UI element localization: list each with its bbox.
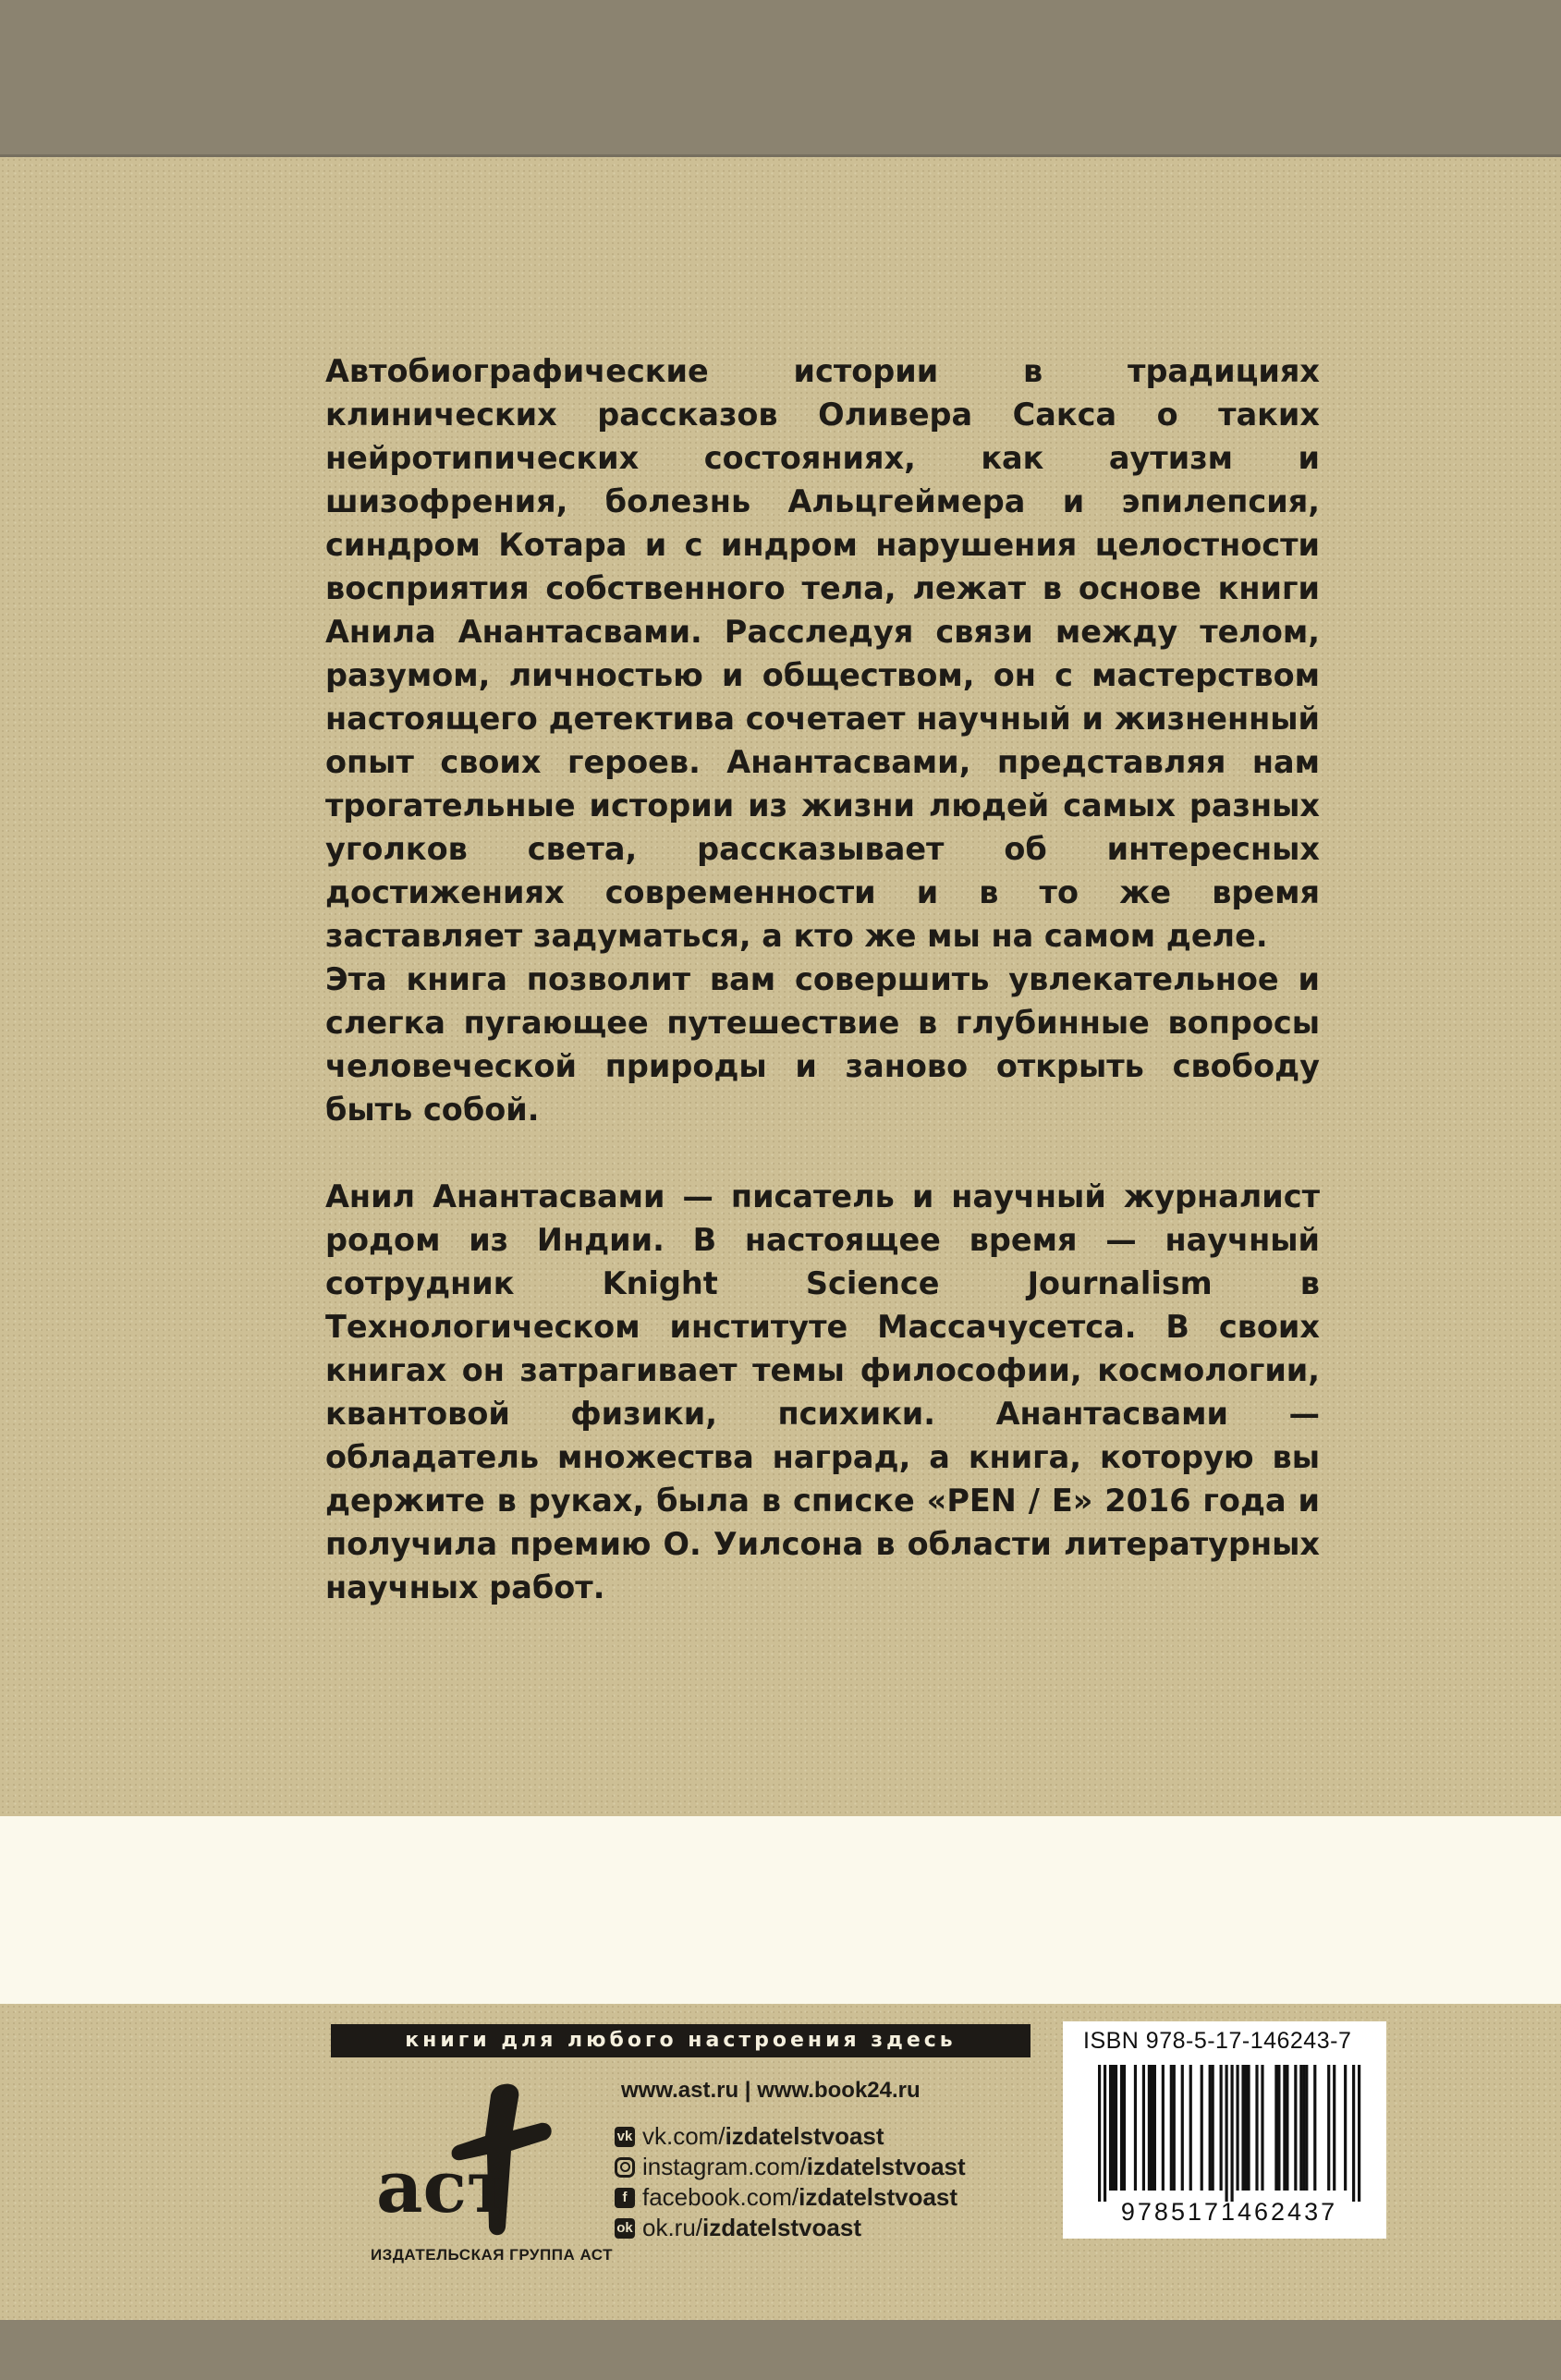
barcode-bar bbox=[1286, 2065, 1288, 2191]
barcode-bar bbox=[1333, 2065, 1335, 2191]
barcode-bar bbox=[1201, 2065, 1203, 2191]
ok-icon: ok bbox=[615, 2218, 635, 2239]
barcode-bar bbox=[1274, 2065, 1277, 2191]
barcode-bar bbox=[1230, 2065, 1233, 2202]
barcode-bar bbox=[1162, 2065, 1165, 2191]
slogan-banner: книги для любого настроения здесь bbox=[331, 2024, 1031, 2057]
social-link-ok[interactable] bbox=[615, 2213, 1031, 2243]
barcode-bar bbox=[1302, 2065, 1305, 2191]
publisher-logo bbox=[365, 2075, 596, 2241]
social-handle: izdatelstvoast bbox=[799, 2183, 958, 2211]
barcode-bar bbox=[1109, 2065, 1112, 2191]
social-prefix: vk.com/ bbox=[642, 2122, 726, 2150]
barcode-bar bbox=[1226, 2065, 1228, 2202]
facebook-icon: f bbox=[615, 2188, 635, 2208]
barcode-bar bbox=[1123, 2065, 1126, 2191]
barcode-bar bbox=[1255, 2065, 1258, 2191]
barcode-bar bbox=[1142, 2065, 1145, 2191]
barcode-bar bbox=[1134, 2065, 1137, 2191]
barcode-bar bbox=[1120, 2065, 1123, 2191]
barcode-bar bbox=[1327, 2065, 1330, 2191]
website-links[interactable]: www.ast.ru | www.book24.ru bbox=[621, 2078, 921, 2103]
top-band bbox=[0, 0, 1561, 157]
barcode-bar bbox=[1261, 2065, 1263, 2191]
publisher-imprint: ИЗДАТЕЛЬСКАЯ ГРУППА АСТ bbox=[370, 2246, 614, 2264]
social-link-instagram[interactable] bbox=[615, 2152, 1031, 2182]
bottom-band bbox=[0, 2320, 1561, 2380]
description-paragraph: Автобиографические истории в традициях клинических рассказов Оливера Сакса о таких нейротипических состояниях, как аутизм и шизофрения, болезнь Альцгеймера и эпилепсия, синдром Котара и с индром нарушения целостности восприятия собственного тела, лежат в основе книги Анила Анантасвами. Расследуя связи между телом, разумом, личностью и обществом, он с мастерством настоящего детектива сочетает научный и жизненный опыт своих героев. Анантасвами, представляя нам трогательные истории из жизни людей самых разных уголков света, рассказывает об интересных достижениях современности и в то же время заставляет задуматься, а кто же мы на самом деле. bbox=[325, 353, 1320, 954]
barcode-bar bbox=[1294, 2065, 1297, 2191]
barcode-bar bbox=[1115, 2065, 1117, 2191]
vk-icon: vk bbox=[615, 2127, 635, 2147]
barcode-bar bbox=[1277, 2065, 1280, 2191]
barcode-bar bbox=[1236, 2065, 1238, 2191]
barcode-bar bbox=[1153, 2065, 1156, 2191]
barcode-bar bbox=[1151, 2065, 1153, 2191]
social-handle: izdatelstvoast bbox=[725, 2122, 884, 2150]
barcode-bar bbox=[1313, 2065, 1316, 2191]
barcode-bar bbox=[1170, 2065, 1173, 2191]
description-paragraph: Эта книга позволит вам совершить увлекательное и слегка пугающее путешествие в глубинные вопросы человеческой природы и заново открыть свободу быть собой. bbox=[325, 961, 1320, 1128]
barcode-bar bbox=[1189, 2065, 1192, 2191]
social-link-facebook[interactable] bbox=[615, 2182, 1031, 2213]
barcode-bar bbox=[1244, 2065, 1247, 2191]
logo-text: аст bbox=[376, 2145, 512, 2229]
social-link-vk[interactable] bbox=[615, 2121, 1031, 2152]
barcode-bar bbox=[1148, 2065, 1151, 2191]
barcode bbox=[1081, 2061, 1377, 2227]
barcode-bar bbox=[1305, 2065, 1308, 2191]
barcode-bar bbox=[1247, 2065, 1250, 2191]
barcode-bar bbox=[1299, 2065, 1302, 2191]
blank-strip bbox=[0, 1816, 1561, 2004]
barcode-bar bbox=[1181, 2065, 1184, 2191]
social-handle: izdatelstvoast bbox=[806, 2153, 966, 2180]
barcode-bar bbox=[1220, 2065, 1223, 2191]
social-links bbox=[615, 2121, 1031, 2243]
instagram-icon bbox=[615, 2157, 635, 2178]
barcode-bar bbox=[1241, 2065, 1244, 2191]
barcode-bar bbox=[1112, 2065, 1115, 2191]
social-handle: izdatelstvoast bbox=[702, 2214, 861, 2241]
author-bio: Анил Анантасвами — писатель и научный журналист родом из Индии. В настоящее время — научный сотрудник Knight Science Journalism в Технологическом институте Массачусетса. В своих книгах он затрагивает темы философии, космологии, квантовой физики, психики. Анантасвами — обладатель множества наград, а книга, которую вы держите в руках, была в списке «PEN / E» 2016 года и получила премию О. Уилсона в области литературных научных работ. bbox=[325, 1178, 1320, 1605]
barcode-bar bbox=[1212, 2065, 1214, 2191]
barcode-bar bbox=[1283, 2065, 1286, 2191]
barcode-bar bbox=[1209, 2065, 1212, 2191]
social-prefix: instagram.com/ bbox=[642, 2153, 807, 2180]
annotation-text bbox=[325, 349, 1320, 1609]
barcode-digits: 9785171462437 bbox=[1120, 2198, 1338, 2226]
barcode-bar bbox=[1173, 2065, 1176, 2191]
isbn-label: ISBN 978-5-17-146243-7 bbox=[1083, 2028, 1352, 2054]
barcode-bar bbox=[1344, 2065, 1347, 2191]
barcode-bar bbox=[1104, 2065, 1106, 2202]
barcode-bar bbox=[1098, 2065, 1101, 2202]
barcode-bar bbox=[1352, 2065, 1355, 2202]
social-prefix: facebook.com/ bbox=[642, 2183, 799, 2211]
social-prefix: ok.ru/ bbox=[642, 2214, 703, 2241]
barcode-bar bbox=[1358, 2065, 1360, 2202]
